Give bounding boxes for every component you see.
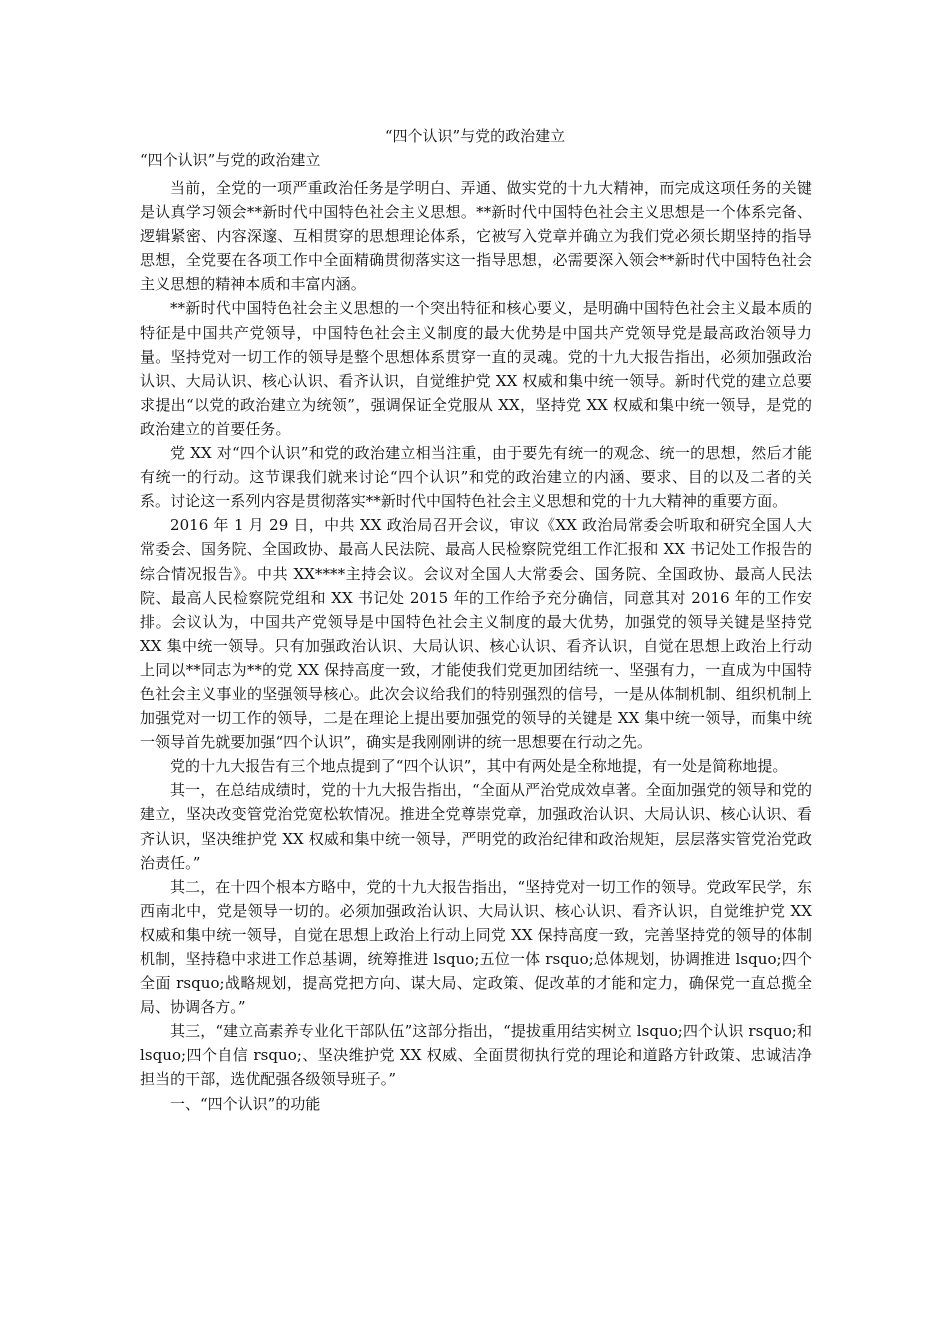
paragraph: 其一，在总结成绩时，党的十九大报告指出，“全面从严治党成效卓著。全面加强党的领导和党的建立，坚决改变管党治党宽松软情况。推进全党尊崇党章，加强政治认识、大局认识、核心认识、看齐认识，坚决维护党 XX 权威和集中统一领导，严明党的政治纪律和政治规矩，层层落实管党治党政治责任。” xyxy=(140,781,812,872)
paragraph: **新时代中国特色社会主义思想的一个突出特征和核心要义，是明确中国特色社会主义最本质的特征是中国共产党领导，中国特色社会主义制度的最大优势是中国共产党领导党是最高政治领导力量。坚持党对一切工作的领导是整个思想体系贯穿一直的灵魂。党的十九大报告指出，必须加强政治认识、大局认识、核心认识、看齐认识，自觉维护党 XX 权威和集中统一领导。新时代党的建立总要求提出“以党的政治建立为统领”，强调保证全党服从 XX，坚持党 XX 权威和集中统一领导，是党的政治建立的首要任务。 xyxy=(140,299,812,438)
paragraph: 其三，“建立高素养专业化干部队伍”这部分指出，“提拔重用结实树立 lsquo;四个认识 rsquo;和 lsquo;四个自信 rsquo;、坚决维护党 XX 权威、全面贯彻执行党的理论和道路方针政策、忠诚洁净担当的干部，选优配强各级领导班子。” xyxy=(140,1022,812,1089)
section-heading: 一、“四个认识”的功能 xyxy=(170,1094,321,1113)
paragraph: 当前，全党的一项严重政治任务是学明白、弄通、做实党的十九大精神，而完成这项任务的关键是认真学习领会**新时代中国特色社会主义思想。**新时代中国特色社会主义思想是一个体系完备、逻辑紧密、内容深邃、互相贯穿的思想理论体系，它被写入党章并确立为我们党必须长期坚持的指导思想，全党要在各项工作中全面精确贯彻落实这一指导思想，必需要深入领会**新时代中国特色社会主义思想的精神本质和丰富内涵。 xyxy=(140,179,812,294)
document-body xyxy=(140,176,812,1116)
paragraph: 党 XX 对“四个认识”和党的政治建立相当注重，由于要先有统一的观念、统一的思想，然后才能有统一的行动。这节课我们就来讨论“四个认识”和党的政治建立的内涵、要求、目的以及二者的关系。讨论这一系列内容是贯彻落实**新时代中国特色社会主义思想和党的十九大精神的重要方面。 xyxy=(140,444,812,511)
paragraph: 2016 年 1 月 29 日，中共 XX 政治局召开会议，审议《XX 政治局常委会听取和研究全国人大常委会、国务院、全国政协、最高人民法院、最高人民检察院党组工作汇报和 XX 书记处工作报告的综合情况报告》。中共 XX****主持会议。会议对全国人大常委会、国务院、全国政协、最高人民法院、最高人民检察院党组和 XX 书记处 2015 年的工作给予充分确信，同意其对 2016 年的工作安排。会议认为，中国共产党领导是中国特色社会主义制度的最大优势，加强党的领导关键是坚持党 XX 集中统一领导。只有加强政治认识、大局认识、核心认识、看齐认识，自觉在思想上政治上行动上同以**同志为**的党 XX 保持高度一致，才能使我们党更加团结统一、坚强有力，一直成为中国特色社会主义事业的坚强领导核心。此次会议给我们的特别强烈的信号，一是从体制机制、组织机制上加强党对一切工作的领导，二是在理论上提出要加强党的领导的关键是 XX 集中统一领导，而集中统一领导首先就要加强“四个认识”，确实是我刚刚讲的统一思想要在行动之先。 xyxy=(140,516,812,752)
paragraph: 其二，在十四个根本方略中，党的十九大报告指出，“坚持党对一切工作的领导。党政军民学，东西南北中，党是领导一切的。必须加强政治认识、大局认识、核心认识、看齐认识，自觉维护党 XX 权威和集中统一领导，自觉在思想上政治上行动上同党 XX 保持高度一致，完善坚持党的领导的体制机制，坚持稳中求进工作总基调，统筹推进 lsquo;五位一体 rsquo;总体规划，协调推进 lsquo;四个全面 rsquo;战略规划，提高党把方向、谋大局、定政策、促改革的才能和定力，确保党一直总揽全局、协调各方。” xyxy=(140,877,812,1017)
document-subtitle: “四个认识”与党的政治建立 xyxy=(140,151,321,169)
document-title: “四个认识”与党的政治建立 xyxy=(384,127,566,145)
paragraph: 党的十九大报告有三个地点提到了“四个认识”，其中有两处是全称地提，有一处是简称地提。 xyxy=(170,757,788,776)
